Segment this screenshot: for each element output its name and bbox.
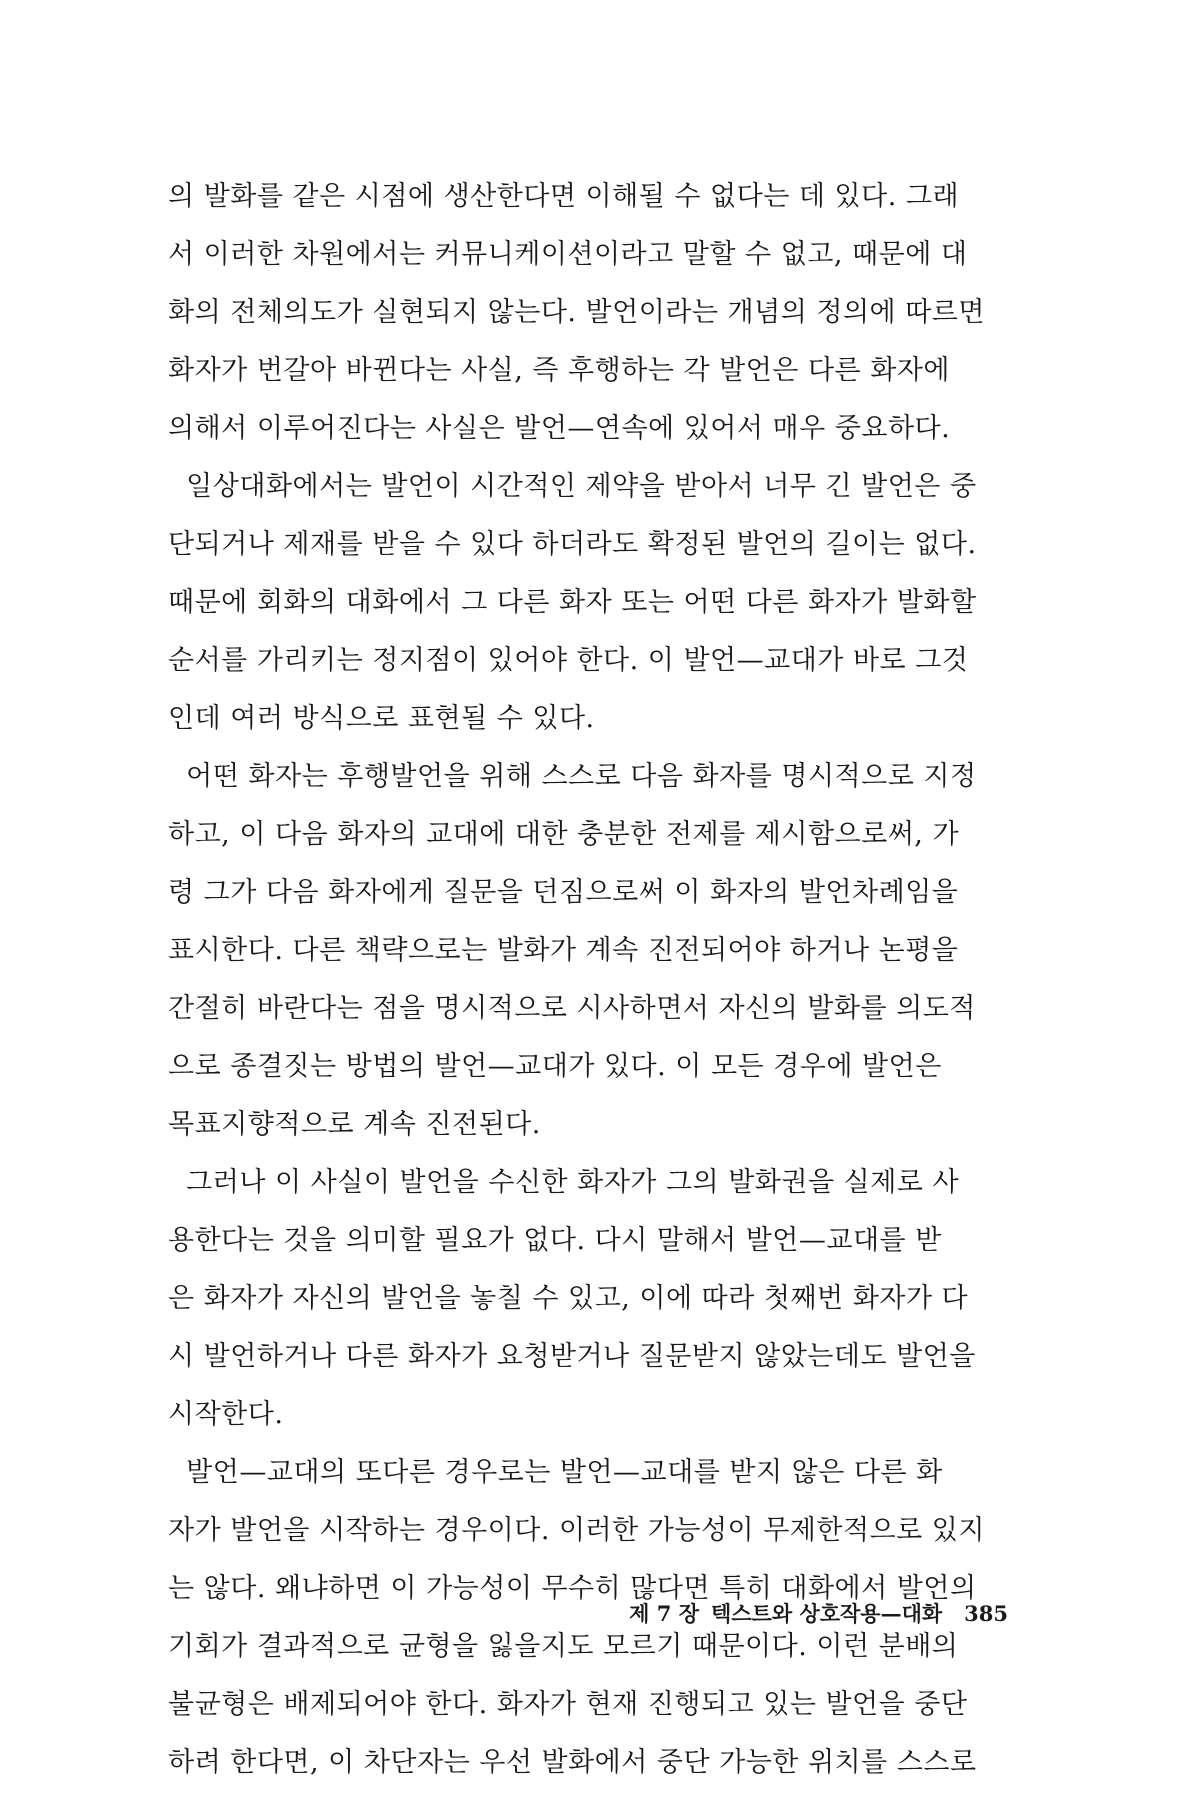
text-line: 시 발언하거나 다른 화자가 요청받거나 질문받지 않았는데도 발언을 [168, 1341, 976, 1372]
text-line: 령 그가 다음 화자에게 질문을 던짐으로써 이 화자의 발언차례임을 [168, 877, 959, 908]
text-line: 일상대화에서는 발언이 시간적인 제약을 받아서 너무 긴 발언은 중 [168, 471, 977, 502]
body-text [168, 168, 1028, 1792]
text-line: 불균형은 배제되어야 한다. 화자가 현재 진행되고 있는 발언을 중단 [168, 1689, 968, 1720]
text-line: 하려 한다면, 이 차단자는 우선 발화에서 중단 가능한 위치를 스스로 [168, 1747, 977, 1778]
text-line: 자가 발언을 시작하는 경우이다. 이러한 가능성이 무제한적으로 있지 [168, 1515, 985, 1546]
text-line: 간절히 바란다는 점을 명시적으로 시사하면서 자신의 발화를 의도적 [168, 993, 976, 1024]
text-line: 표시한다. 다른 책략으로는 발화가 계속 진전되어야 하거나 논평을 [168, 935, 959, 966]
text-line: 은 화자가 자신의 발언을 놓칠 수 있고, 이에 따라 첫째번 화자가 다 [168, 1283, 969, 1314]
text-line: 서 이러한 차원에서는 커뮤니케이션이라고 말할 수 없고, 때문에 대 [168, 239, 968, 270]
chapter-label: 제 7 장 [629, 1601, 699, 1626]
paragraph [168, 168, 1028, 458]
text-line: 화자가 번갈아 바뀐다는 사실, 즉 후행하는 각 발언은 다른 화자에 [168, 355, 950, 386]
text-line: 시작한다. [168, 1399, 284, 1430]
page-number: 385 [964, 1601, 1008, 1626]
text-line: 의 발화를 같은 시점에 생산한다면 이해될 수 없다는 데 있다. 그래 [168, 181, 960, 212]
text-line: 인데 여러 방식으로 표현될 수 있다. [168, 703, 595, 734]
text-line: 용한다는 것을 의미할 필요가 없다. 다시 말해서 발언—교대를 받 [168, 1225, 942, 1256]
text-line: 순서를 가리키는 정지점이 있어야 한다. 이 발언—교대가 바로 그것 [168, 645, 969, 676]
paragraph [168, 458, 1028, 748]
text-line: 단되거나 제재를 받을 수 있다 하더라도 확정된 발언의 길이는 없다. [168, 529, 977, 560]
text-line: 때문에 회화의 대화에서 그 다른 화자 또는 어떤 다른 화자가 발화할 [168, 587, 977, 618]
text-line: 기회가 결과적으로 균형을 잃을지도 모르기 때문이다. 이런 분배의 [168, 1631, 959, 1662]
text-line: 발언—교대의 또다른 경우로는 발언—교대를 받지 않은 다른 화 [168, 1457, 943, 1488]
text-line: 어떤 화자는 후행발언을 위해 스스로 다음 화자를 명시적으로 지정 [168, 761, 977, 792]
page-footer [629, 1598, 1008, 1628]
text-line: 는 않다. 왜냐하면 이 가능성이 무수히 많다면 특히 대화에서 발언의 [168, 1573, 977, 1604]
text-line: 으로 종결짓는 방법의 발언—교대가 있다. 이 모든 경우에 발언은 [168, 1051, 942, 1082]
paragraph [168, 1154, 1028, 1444]
text-line: 그러나 이 사실이 발언을 수신한 화자가 그의 발화권을 실제로 사 [168, 1167, 960, 1198]
text-line: 의해서 이루어진다는 사실은 발언—연속에 있어서 매우 중요하다. [168, 413, 951, 444]
text-line: 목표지향적으로 계속 진전된다. [168, 1109, 541, 1140]
paragraph [168, 748, 1028, 1154]
chapter-title: 텍스트와 상호작용—대화 [710, 1601, 943, 1626]
text-line: 화의 전체의도가 실현되지 않는다. 발언이라는 개념의 정의에 따르면 [168, 297, 985, 328]
text-line: 하고, 이 다음 화자의 교대에 대한 충분한 전제를 제시함으로써, 가 [168, 819, 960, 850]
